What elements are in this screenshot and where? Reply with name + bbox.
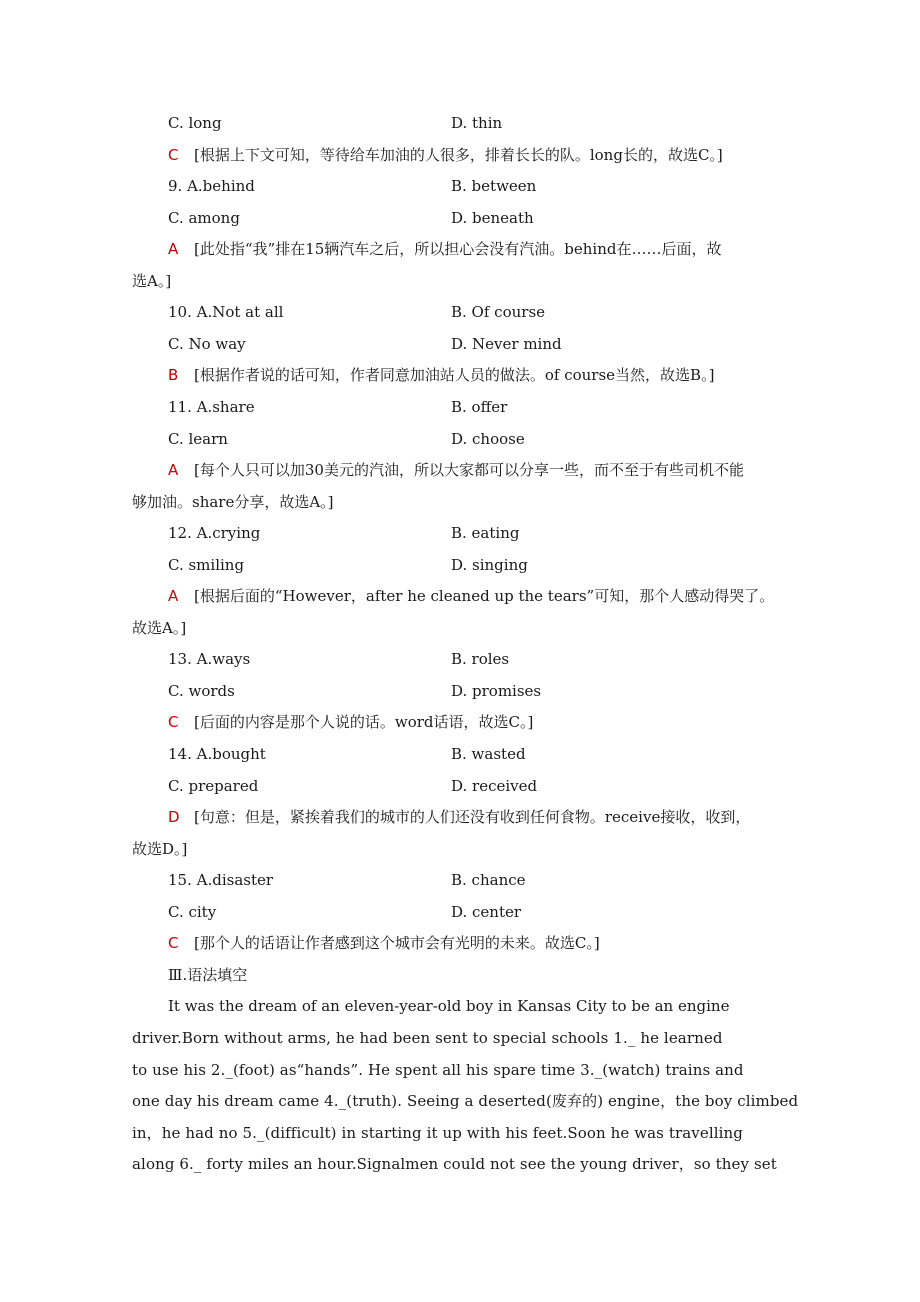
option-right: D. singing — [451, 555, 528, 574]
option-left: 12. A.crying — [168, 524, 261, 543]
answer-key: B — [168, 366, 179, 385]
option-right: D. choose — [451, 429, 525, 448]
option-left: C. learn — [168, 429, 228, 448]
answer-explanation: [句意：但是，紧挨着我们的城市的人们还没有收到任何食物。receive接收，收到， — [194, 808, 751, 827]
option-row — [0, 173, 920, 199]
option-right: D. thin — [451, 114, 503, 132]
option-row — [0, 773, 920, 799]
answer-explanation: [此处指“我”排在15辆汽车之后，所以担心会没有汽油。behind在……后面，故 — [194, 240, 722, 259]
option-left: 9. A.behind — [168, 177, 255, 196]
answer-explanation: [那个人的话语让作者感到这个城市会有光明的未来。故选C。] — [194, 934, 600, 953]
answer-explanation: [后面的内容是那个人说的话。word话语，故选C。] — [194, 713, 534, 732]
answer-key: A — [168, 240, 179, 259]
option-right: D. center — [451, 902, 522, 921]
answer-row — [0, 142, 920, 168]
answer-key: A — [168, 587, 179, 606]
option-left: C. among — [168, 208, 240, 227]
answer-continuation — [0, 836, 920, 862]
answer-explanation-continued: 故选A。] — [132, 618, 187, 637]
option-left: C. prepared — [168, 776, 259, 795]
option-left: C. words — [168, 681, 235, 700]
option-left: 11. A.share — [168, 397, 255, 416]
option-left: C. No way — [168, 334, 246, 353]
option-row — [0, 205, 920, 231]
option-right: D. promises — [451, 681, 542, 700]
option-left: C. city — [168, 902, 217, 921]
section-heading — [0, 962, 920, 988]
answer-row — [0, 457, 920, 483]
option-right: B. eating — [451, 524, 520, 543]
passage-line — [0, 1120, 920, 1146]
option-right: B. between — [451, 177, 537, 196]
answer-key: C — [168, 713, 179, 732]
option-row — [0, 394, 920, 420]
option-right: D. beneath — [451, 208, 534, 227]
passage-line — [0, 1088, 920, 1114]
option-left: 15. A.disaster — [168, 871, 274, 890]
passage-line — [0, 993, 920, 1019]
option-left: 14. A.bought — [168, 745, 266, 763]
answer-key: D — [168, 808, 180, 827]
option-row — [0, 741, 920, 767]
option-left: 10. A.Not at all — [168, 303, 284, 322]
option-row — [0, 552, 920, 578]
passage-line — [0, 1057, 920, 1083]
option-left: 13. A.ways — [168, 650, 251, 669]
passage-text: driver.Born without arms, he had been sent to special schools 1._ he learned — [132, 1028, 723, 1047]
answer-key: C — [168, 145, 179, 164]
answer-row — [0, 930, 920, 956]
answer-explanation: [根据作者说的话可知，作者同意加油站人员的做法。of course当然，故选B。] — [194, 366, 715, 385]
answer-row — [0, 804, 920, 830]
option-row — [0, 299, 920, 325]
passage-text: to use his 2._(foot) as“hands”. He spent all his spare time 3._(watch) trains and — [132, 1060, 744, 1079]
option-row — [0, 520, 920, 546]
answer-key: C — [168, 934, 179, 953]
option-left: C. smiling — [168, 555, 245, 574]
passage-text: It was the dream of an eleven-year-old boy in Kansas City to be an engine — [168, 997, 730, 1016]
option-right: D. Never mind — [451, 334, 562, 353]
option-row — [0, 646, 920, 672]
option-row — [0, 426, 920, 452]
answer-explanation: [每个人只可以加30美元的汽油，所以大家都可以分享一些，而不至于有些司机不能 — [194, 461, 744, 480]
answer-row — [0, 583, 920, 609]
option-right: D. received — [451, 776, 538, 795]
answer-continuation — [0, 489, 920, 515]
answer-explanation-continued: 够加油。share分享，故选A。] — [132, 492, 334, 511]
option-right: B. Of course — [451, 303, 546, 322]
passage-text: along 6._ forty miles an hour.Signalmen could not see the young driver，so they set — [132, 1155, 777, 1174]
answer-explanation-continued: 故选D。] — [132, 839, 188, 858]
passage-line — [0, 1151, 920, 1177]
answer-explanation: [根据上下文可知，等待给车加油的人很多，排着长长的队。long长的，故选C。] — [194, 145, 723, 164]
option-right: B. wasted — [451, 745, 526, 763]
option-row — [0, 110, 920, 136]
answer-explanation-continued: 选A。] — [132, 271, 172, 290]
answer-continuation — [0, 615, 920, 641]
answer-row — [0, 362, 920, 388]
answer-row — [0, 236, 920, 262]
section-title: Ⅲ.语法填空 — [168, 965, 248, 984]
answer-continuation — [0, 268, 920, 294]
option-row — [0, 867, 920, 893]
option-right: B. offer — [451, 397, 508, 416]
option-row — [0, 678, 920, 704]
passage-text: in，he had no 5._(difficult) in starting it up with his feet.Soon he was travelling — [132, 1123, 743, 1142]
option-row — [0, 899, 920, 925]
option-right: B. chance — [451, 871, 526, 890]
option-row — [0, 331, 920, 357]
passage-text: one day his dream came 4._(truth). Seeing a deserted(废弃的) engine，the boy climbed — [132, 1092, 799, 1111]
answer-row — [0, 709, 920, 735]
passage-line — [0, 1025, 920, 1051]
answer-key: A — [168, 461, 179, 480]
option-right: B. roles — [451, 650, 510, 669]
answer-explanation: [根据后面的“However，after he cleaned up the tears”可知，那个人感动得哭了。 — [194, 587, 775, 606]
option-left: C. long — [168, 114, 222, 132]
